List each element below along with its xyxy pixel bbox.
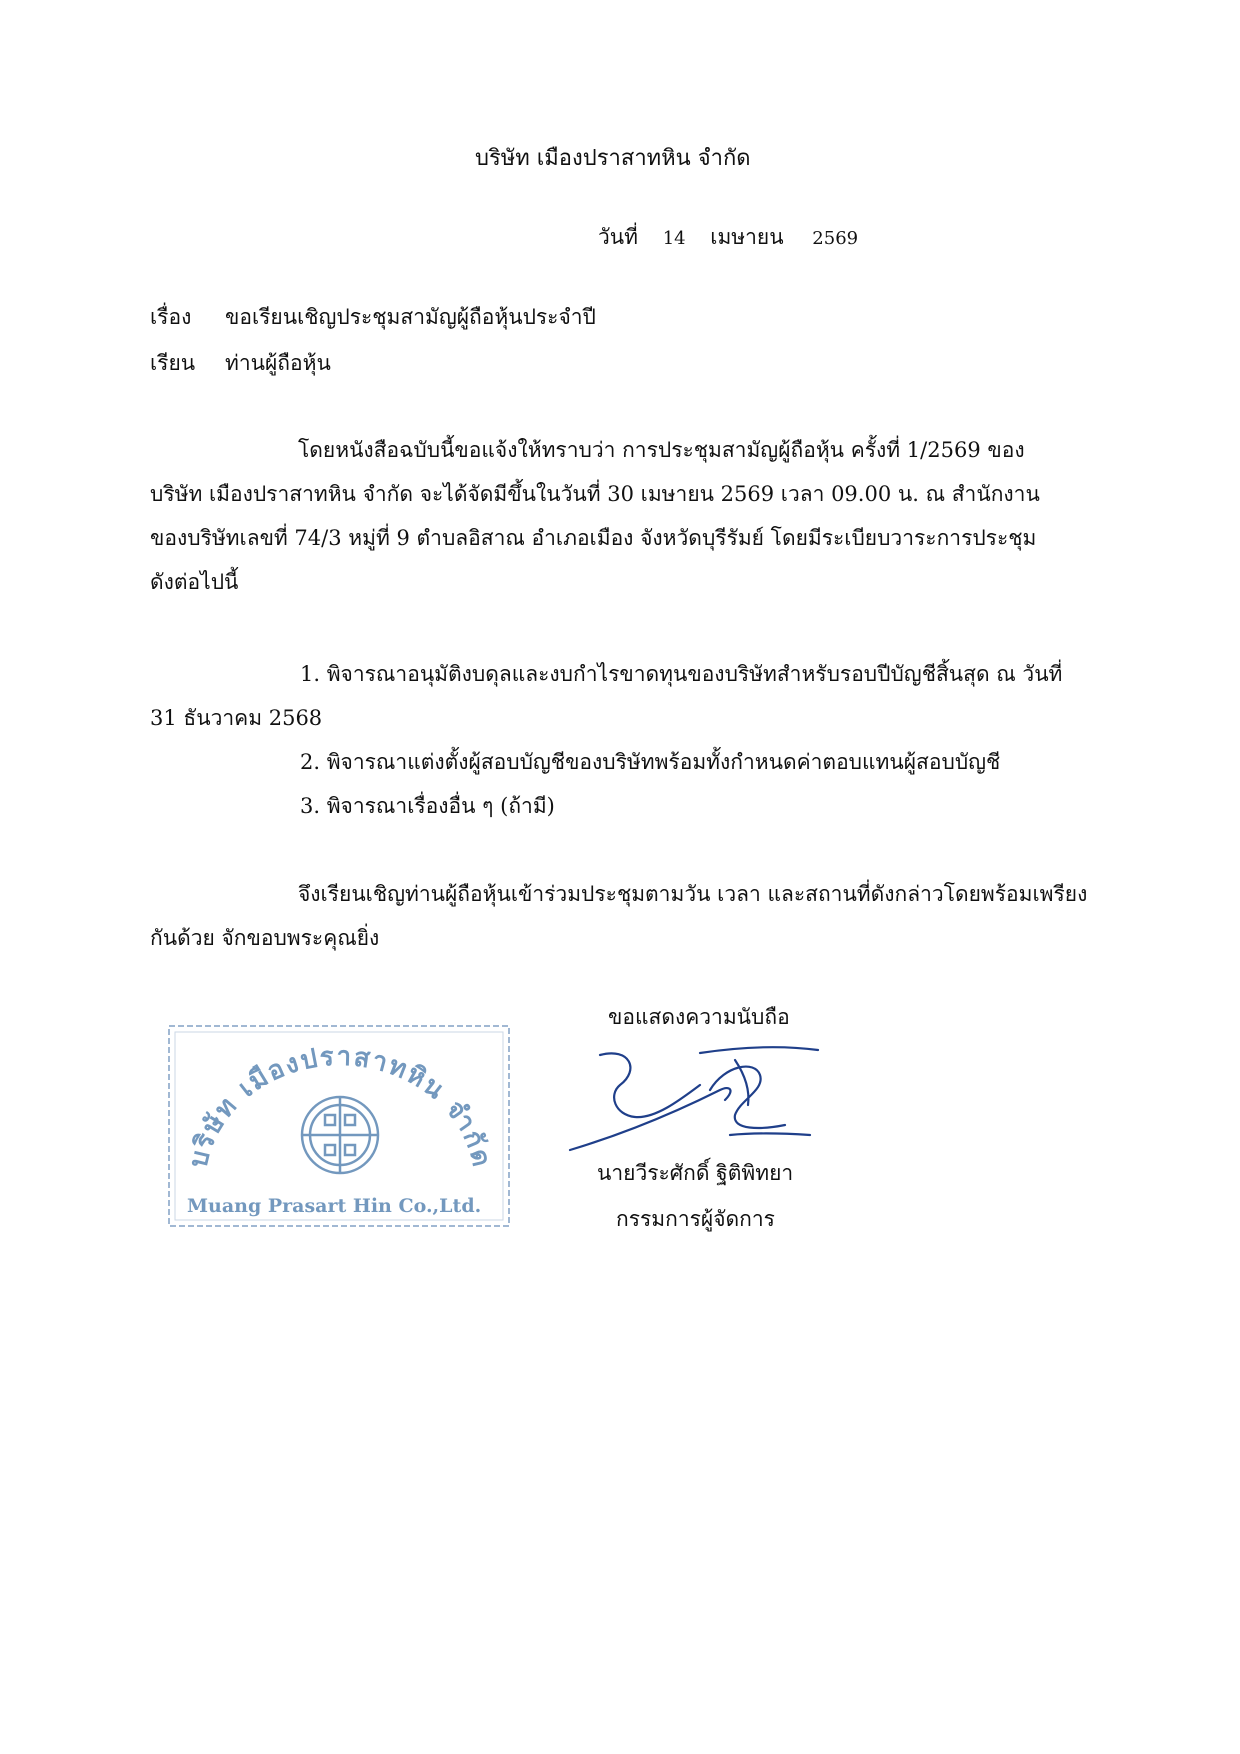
intro-line: บริษัท เมืองปราสาทหิน จำกัด จะได้จัดมีขึ้นในวันที่ 30 เมษายน 2569 เวลา 09.00 น. ณ สำนักงาน <box>150 482 1040 506</box>
regards: ขอแสดงความนับถือ <box>608 1005 790 1029</box>
agenda-item: 1. พิจารณาอนุมัติงบดุลและงบกำไรขาดทุนของบริษัทสำหรับรอบปีบัญชีสิ้นสุด ณ วันที่ <box>300 662 1063 686</box>
subject-text: ขอเรียนเชิญประชุมสามัญผู้ถือหุ้นประจำปี <box>225 305 596 329</box>
company-stamp <box>165 1020 515 1232</box>
closing-line: จึงเรียนเชิญท่านผู้ถือหุ้นเข้าร่วมประชุมตามวัน เวลา และสถานที่ดังกล่าวโดยพร้อมเพรียง <box>298 882 1088 906</box>
intro-line: ของบริษัทเลขที่ 74/3 หมู่ที่ 9 ตำบลอิสาณ อำเภอเมือง จังหวัดบุรีรัมย์ โดยมีระเบียบวาระการประชุม <box>150 526 1037 550</box>
intro-line: โดยหนังสือฉบับนี้ขอแจ้งให้ทราบว่า การประชุมสามัญผู้ถือหุ้น ครั้งที่ 1/2569 ของ <box>298 438 1025 462</box>
stamp-english-text: Muang Prasart Hin Co.,Ltd. <box>187 1195 482 1217</box>
date-label: วันที่ <box>598 225 638 249</box>
stamp-logo <box>302 1097 378 1173</box>
intro-line: ดังต่อไปนี้ <box>150 570 239 594</box>
letter-date <box>598 222 858 254</box>
agenda-item: 31 ธันวาคม 2568 <box>150 706 323 730</box>
recipient-line <box>150 348 331 378</box>
subject-line <box>150 302 596 332</box>
signer-title: กรรมการผู้จัดการ <box>616 1207 775 1231</box>
date-year: 2569 <box>812 228 859 249</box>
date-month: เมษายน <box>710 225 784 249</box>
agenda-item: 2. พิจารณาแต่งตั้งผู้สอบบัญชีของบริษัทพร้อมทั้งกำหนดค่าตอบแทนผู้สอบบัญชี <box>300 750 1001 774</box>
closing-line: กันด้วย จักขอบพระคุณยิ่ง <box>150 926 380 950</box>
agenda-item: 3. พิจารณาเรื่องอื่น ๆ (ถ้ามี) <box>300 794 555 818</box>
recipient-text: ท่านผู้ถือหุ้น <box>225 351 331 375</box>
company-header: บริษัท เมืองปราสาทหิน จำกัด <box>475 146 751 171</box>
date-day: 14 <box>662 228 686 249</box>
subject-label: เรื่อง <box>150 305 192 329</box>
stamp-thai-text: บริษัท เมืองปราสาทหิน จำกัด <box>183 1041 497 1172</box>
recipient-label: เรียน <box>150 351 196 375</box>
signer-name: นายวีระศักดิ์ ฐิติพิทยา <box>597 1161 794 1185</box>
signature <box>560 1045 830 1170</box>
